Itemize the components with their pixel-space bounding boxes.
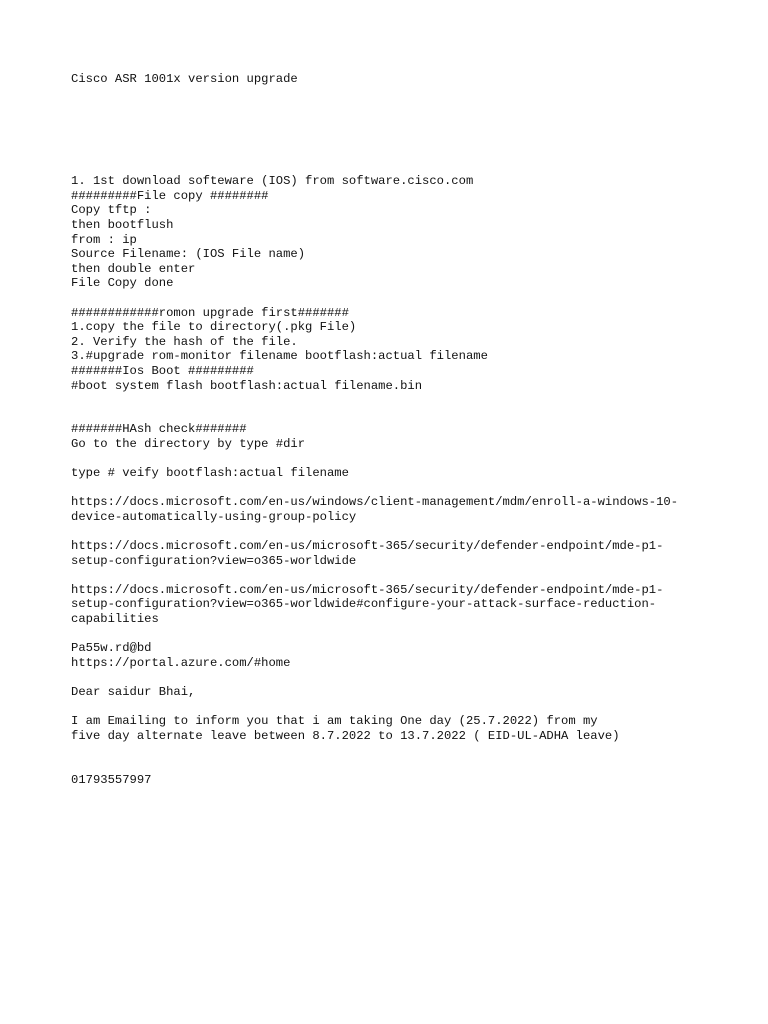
spacer [71,451,731,466]
document-title: Cisco ASR 1001x version upgrade [71,72,298,86]
credentials-block [71,641,731,670]
url-line: https://docs.microsoft.com/en-us/windows/client-management/mdm/enroll-a-windows-10- [71,495,679,510]
spacer [71,670,731,685]
url-line: setup-configuration?view=o365-worldwide [71,553,357,568]
ios-boot-heading: #######Ios Boot ######### [71,363,254,378]
spacer [71,700,731,715]
spacer [71,87,731,160]
letter-body-line: I am Emailing to inform you that i am taking One day (25.7.2022) from my [71,714,598,729]
hash-step-line: Go to the directory by type #dir [71,436,306,451]
hash-section [71,422,731,480]
spacer [71,160,731,175]
url-line: capabilities [71,612,159,626]
download-step-line: 1. 1st download softeware (IOS) from software.cisco.com [71,174,474,189]
phone-number: 01793557997 [71,772,152,787]
hash-check-heading: #######HAsh check####### [71,422,247,437]
download-step-line: File Copy done [71,276,174,291]
download-step-line: from : ip [71,232,137,247]
document-body [71,72,731,787]
url-line: device-automatically-using-group-policy [71,509,357,524]
spacer [71,524,731,539]
url-line: https://docs.microsoft.com/en-us/microsoft-365/security/defender-endpoint/mde-p1- [71,539,664,554]
download-step-line: Copy tftp : [71,203,152,218]
portal-url: https://portal.azure.com/#home [71,655,291,670]
romon-heading: ############romon upgrade first####### [71,305,349,320]
letter-block [71,685,731,743]
romon-step-line: 3.#upgrade rom-monitor filename bootflash:actual filename [71,349,488,364]
spacer [71,627,731,642]
download-step-line: then double enter [71,261,196,276]
password-text: Pa55w.rd@bd [71,641,152,656]
link-block-1 [71,495,731,524]
spacer [71,743,731,772]
romon-step-line: 2. Verify the hash of the file. [71,334,298,349]
spacer [71,481,731,496]
spacer [71,568,731,583]
romon-step-line: 1.copy the file to directory(.pkg File) [71,320,357,335]
romon-section [71,306,731,394]
link-block-3 [71,583,731,627]
url-line: setup-configuration?view=o365-worldwide#configure-your-attack-surface-reduction- [71,597,657,612]
spacer [71,393,731,422]
url-line: https://docs.microsoft.com/en-us/microsoft-365/security/defender-endpoint/mde-p1- [71,582,664,597]
verify-command-line: type # veify bootflash:actual filename [71,466,349,481]
spacer [71,291,731,306]
download-step-line: Source Filename: (IOS File name) [71,247,306,262]
download-section [71,174,731,291]
link-block-2 [71,539,731,568]
letter-body-line: five day alternate leave between 8.7.2022 to 13.7.2022 ( EID-UL-ADHA leave) [71,728,620,743]
file-copy-heading: #########File copy ######## [71,188,269,203]
download-step-line: then bootflush [71,217,174,232]
letter-salutation: Dear saidur Bhai, [71,684,196,699]
boot-command-line: #boot system flash bootflash:actual filename.bin [71,378,423,393]
